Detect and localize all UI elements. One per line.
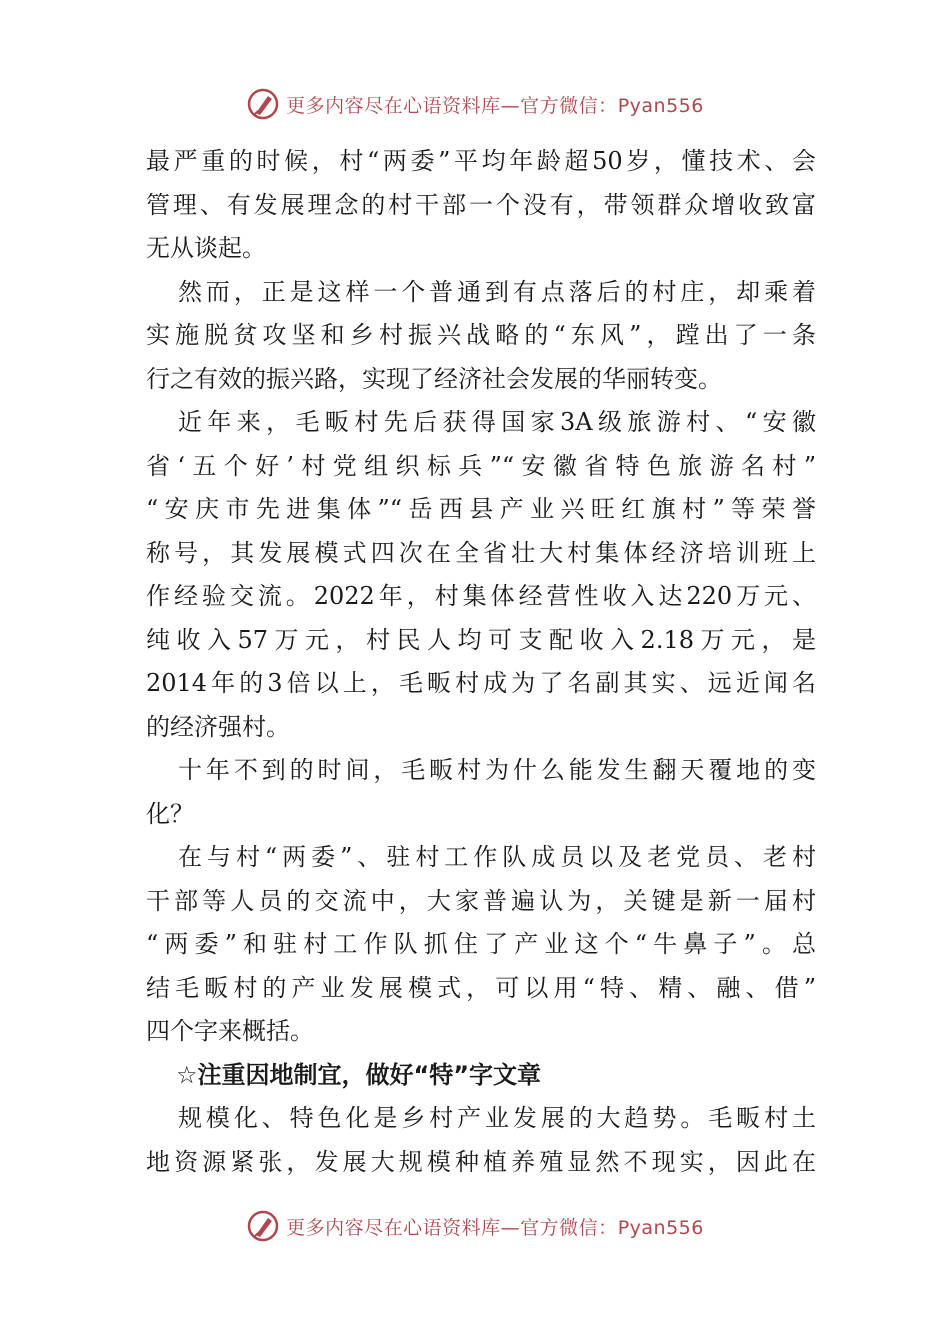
watermark-text: 更多内容尽在心语资料库—官方微信：Pyan556 — [286, 1216, 704, 1239]
text-line: 近年来，毛畈村先后获得国家3A级旅游村、“安徽 — [178, 408, 816, 436]
text-line: 地资源紧张，发展大规模种植养殖显然不现实，因此在 — [146, 1147, 816, 1176]
watermark-banner-top — [0, 84, 950, 124]
watermark-text: 更多内容尽在心语资料库—官方微信：Pyan556 — [286, 94, 704, 117]
text-line: 化？ — [146, 799, 194, 828]
text-line: 无从谈起。 — [146, 234, 266, 262]
text-line: 称号，其发展模式四次在全省壮大村集体经济培训班上 — [146, 538, 816, 567]
text-line: 管理、有发展理念的村干部一个没有，带领群众增收致富 — [146, 190, 816, 219]
watermark-handle: Pyan556 — [617, 94, 704, 117]
text-line: 的经济强村。 — [146, 712, 290, 741]
text-line: 2014年的3倍以上，毛畈村成为了名副其实、远近闻名 — [146, 669, 816, 697]
pen-nib-icon — [246, 87, 280, 121]
section-heading: ☆注重因地制宜，做好“特”字文章 — [176, 1060, 542, 1089]
watermark-handle: Pyan556 — [617, 1216, 704, 1239]
text-line: 纯收入57万元，村民人均可支配收入2.18万元，是 — [146, 625, 816, 654]
text-line: 干部等人员的交流中，大家普遍认为，关键是新一届村 — [146, 886, 816, 915]
text-line: 作经验交流。2022年，村集体经营性收入达220万元、 — [146, 582, 816, 610]
text-line: 在与村“两委”、驻村工作队成员以及老党员、老村 — [178, 843, 816, 871]
text-line: 行之有效的振兴路，实现了经济社会发展的华丽转变。 — [146, 364, 722, 393]
text-line: 规模化、特色化是乡村产业发展的大趋势。毛畈村土 — [178, 1104, 816, 1132]
text-line: 然而，正是这样一个普通到有点落后的村庄，却乘着 — [178, 277, 816, 306]
text-line: 最严重的时候，村“两委”平均年龄超50岁，懂技术、会 — [146, 147, 816, 175]
pen-nib-icon — [246, 1209, 280, 1243]
text-line: 省‘五个好’村党组织标兵”“安徽省特色旅游名村” — [146, 451, 816, 480]
text-line: “安庆市先进集体”“岳西县产业兴旺红旗村”等荣誉 — [146, 495, 816, 523]
watermark-banner-bottom — [0, 1206, 950, 1246]
article-body — [146, 140, 816, 1184]
text-line: 十年不到的时间，毛畈村为什么能发生翻天覆地的变 — [178, 756, 816, 784]
text-line: 结毛畈村的产业发展模式，可以用“特、精、融、借” — [146, 973, 816, 1002]
text-line: 实施脱贫攻坚和乡村振兴战略的“东风”，蹚出了一条 — [146, 321, 816, 349]
text-line: 四个字来概括。 — [146, 1017, 314, 1045]
text-line: “两委”和驻村工作队抓住了产业这个“牛鼻子”。总 — [146, 930, 816, 958]
